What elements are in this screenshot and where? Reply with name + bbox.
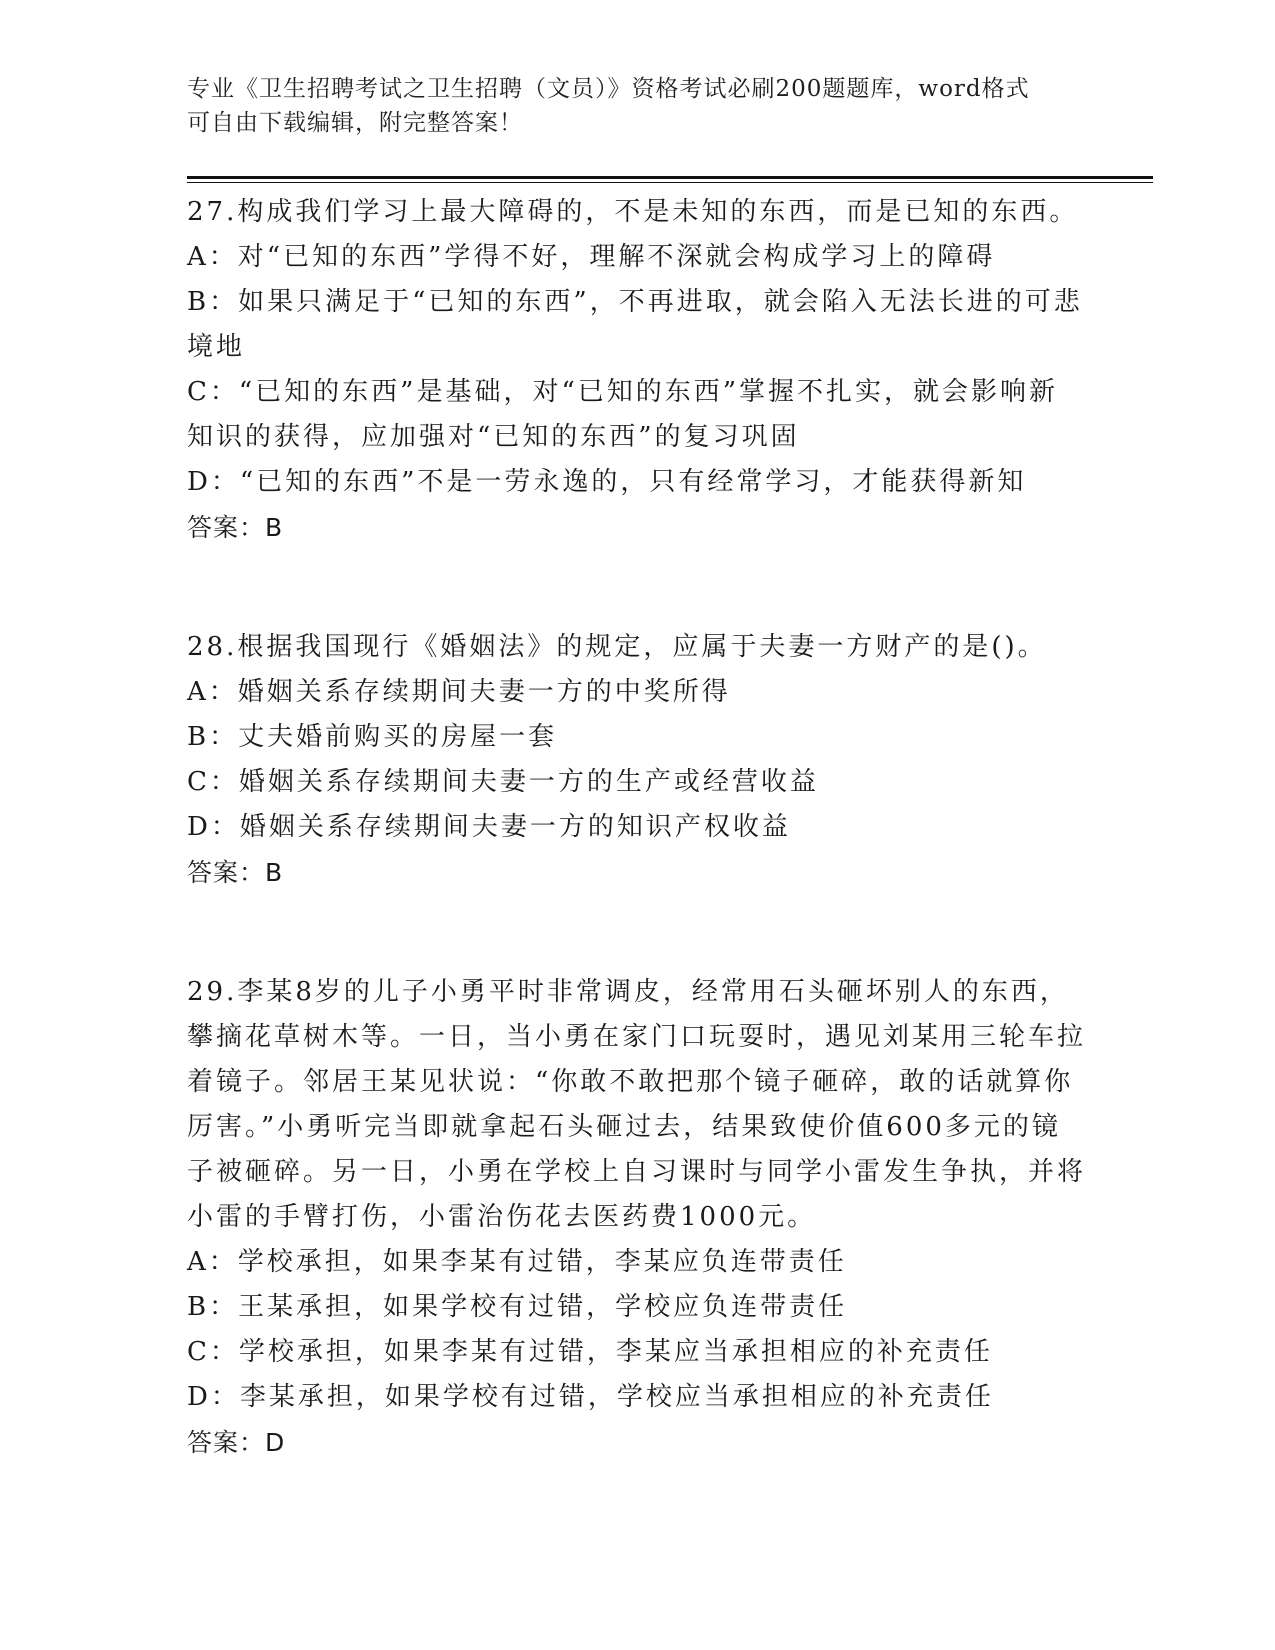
option-d: D：李某承担，如果学校有过错，学校应当承担相应的补充责任 <box>187 1382 994 1412</box>
header-line-1: 专业《卫生招聘考试之卫生招聘（文员）》资格考试必刷200题题库，word格式 <box>187 76 1030 102</box>
question-27 <box>187 190 1087 550</box>
document-header <box>187 72 1087 140</box>
option-d: D：婚姻关系存续期间夫妻一方的知识产权收益 <box>187 812 791 842</box>
option-c: C：学校承担，如果李某有过错，李某应当承担相应的补充责任 <box>187 1337 993 1367</box>
option-b: B：如果只满足于“已知的东西”，不再进取，就会陷入无法长进的可悲境地 <box>187 287 1083 362</box>
header-line-2: 可自由下载编辑，附完整答案！ <box>187 110 523 136</box>
option-b: B：王某承担，如果学校有过错，学校应负连带责任 <box>187 1292 848 1322</box>
option-a: A：对“已知的东西”学得不好，理解不深就会构成学习上的障碍 <box>187 242 996 272</box>
question-stem: 27.构成我们学习上最大障碍的，不是未知的东西，而是已知的东西。 <box>187 197 1079 227</box>
answer-label: 答案：B <box>187 513 284 542</box>
question-list <box>187 190 1087 1540</box>
option-c: C：婚姻关系存续期间夫妻一方的生产或经营收益 <box>187 767 819 797</box>
option-c: C：“已知的东西”是基础，对“已知的东西”掌握不扎实，就会影响新知识的获得，应加强对“已知的东西”的复习巩固 <box>187 377 1059 452</box>
option-b: B：丈夫婚前购买的房屋一套 <box>187 722 558 752</box>
header-divider-thin <box>187 182 1153 183</box>
answer-label: 答案：D <box>187 1428 286 1457</box>
question-stem: 28.根据我国现行《婚姻法》的规定，应属于夫妻一方财产的是()。 <box>187 632 1047 662</box>
header-divider-thick <box>187 176 1153 179</box>
option-a: A：婚姻关系存续期间夫妻一方的中奖所得 <box>187 677 731 707</box>
option-d: D：“已知的东西”不是一劳永逸的，只有经常学习，才能获得新知 <box>187 467 1027 497</box>
question-stem: 29.李某8岁的儿子小勇平时非常调皮，经常用石头砸坏别人的东西，攀摘花草树木等。一日，当小勇在家门口玩耍时，遇见刘某用三轮车拉着镜子。邻居王某见状说：“你敢不敢把那个镜子砸碎，敢的话就算你厉害。”小勇听完当即就拿起石头砸过去，结果致使价值600多元的镜子被砸碎。另一日，小勇在学校上自习课时与同学小雷发生争执，并将小雷的手臂打伤，小雷治伤花去医药费1000元。 <box>187 977 1087 1232</box>
answer-label: 答案：B <box>187 858 284 887</box>
option-a: A：学校承担，如果李某有过错，李某应负连带责任 <box>187 1247 847 1277</box>
question-28 <box>187 625 1087 895</box>
question-29 <box>187 970 1087 1465</box>
